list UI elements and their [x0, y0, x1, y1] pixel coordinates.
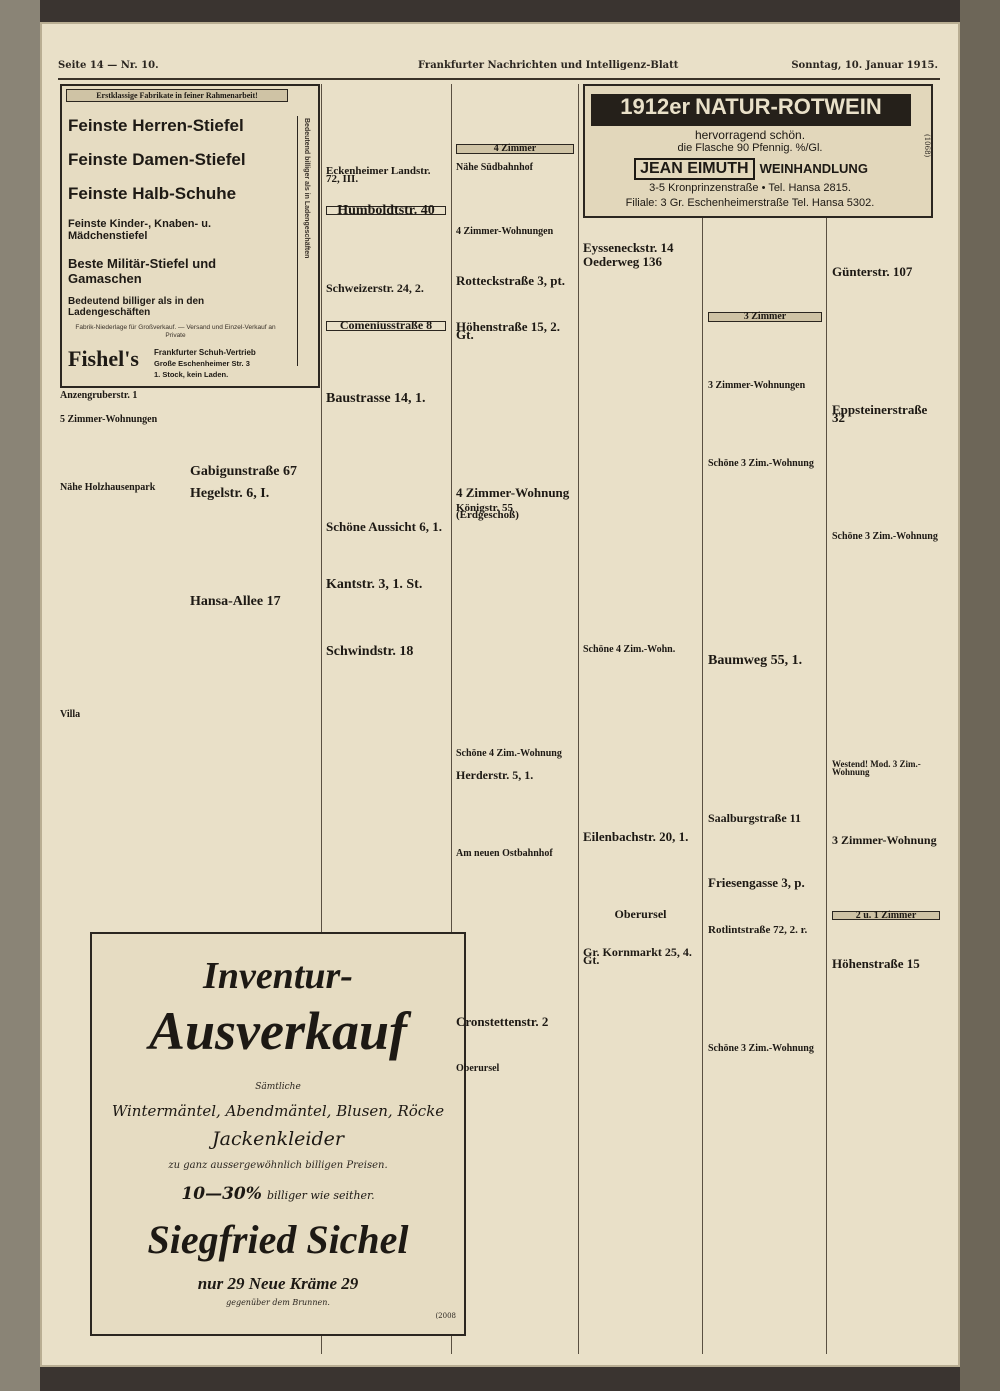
inventur-line7: 10—30% [181, 1184, 262, 1204]
wine-ad-branch: Filiale: 3 Gr. Eschenheimerstraße Tel. Hansa 5302. [625, 197, 875, 209]
listing-heading: Günterstr. 107 [832, 264, 913, 279]
shoe-advertisement [60, 84, 320, 388]
listing-heading: Höhenstraße 15 [832, 956, 920, 972]
shoe-ad-top: Erstklassige Fabrikate in feiner Rahmenarbeit! [66, 89, 288, 102]
listing-heading: Schöne 3 Zim.-Wohnung [708, 457, 814, 469]
listing-heading: Schöne 4 Zim.-Wohn. [583, 643, 676, 655]
column-divider [702, 84, 703, 1354]
listing-heading: Oberursel [614, 907, 667, 922]
inventur-line3: Sämtliche [255, 1082, 301, 1092]
listing-heading: Schöne Aussicht 6, 1. [326, 518, 442, 534]
wine-ad-merchant-row [591, 158, 911, 180]
listing-heading: 4 Zimmer-Wohnungen [456, 225, 554, 237]
listing-heading: Cronstettenstr. 2 [456, 1013, 549, 1029]
listing-heading: Schweizerstr. 24, 2. [326, 281, 424, 296]
shoe-ad-brand: Fishel's [68, 346, 139, 371]
listing-heading: Rotlintstraße 72, 2. r. [708, 923, 808, 936]
listing-heading: Friesengasse 3, p. [708, 874, 805, 890]
shoe-ad-item: Feinste Herren-Stiefel [68, 116, 244, 135]
wine-ad-code: (1068) [923, 134, 931, 158]
classified-column-2 [326, 84, 446, 924]
column-divider [826, 84, 827, 1354]
inventur-line7b: billiger wie seither. [266, 1189, 375, 1202]
listing-heading: Am neuen Ostbahnhof [456, 847, 553, 859]
classified-column-4 [583, 220, 698, 1354]
shoe-ad-item: Feinste Kinder-, Knaben- u. Mädchenstiefel [68, 218, 212, 242]
listing-heading: Schöne 3 Zim.-Wohnung [708, 1042, 814, 1054]
listing-heading: 4 Zimmer-Wohnung [456, 484, 570, 500]
wine-ad-merchant-sub: WEINHANDLUNG [759, 161, 868, 176]
listing-heading: Humboldtstr. 40 [326, 206, 446, 216]
inventur-line2: Ausverkauf [148, 1001, 408, 1061]
wine-ad-title-bar [591, 94, 911, 126]
column-divider [578, 84, 579, 1354]
wine-ad-sub1: hervorragend schön. [694, 128, 806, 142]
inventur-line5: Jackenkleider [212, 1128, 344, 1150]
inventur-line6: zu ganz aussergewöhnlich billigen Preisen. [168, 1160, 388, 1171]
listing-heading: Eckenheimer Landstr. 72, III. [326, 165, 431, 185]
listing-heading: Schöne 4 Zim.-Wohnung [456, 748, 562, 760]
inventur-advertisement [90, 932, 466, 1336]
wine-ad-address: 3-5 Kronprinzenstraße • Tel. Hansa 2815. [649, 182, 851, 194]
book-binding-right [960, 0, 1000, 1391]
listing-heading: Gr. Kornmarkt 25, 4. Gt. [583, 944, 692, 967]
classified-column-1a: Anzengruberstr. 1 5 Zimmer-Wohnungen Nähe Holzhausenpark Villa [60, 390, 158, 721]
shoe-ad-item: Beste Militär-Stiefel und Gamaschen [68, 256, 217, 286]
shoe-ad-side-text: Bedeutend billiger als in Ladengeschäften [303, 118, 310, 259]
listing-heading: 3 Zimmer [708, 312, 822, 322]
inventur-line4: Wintermäntel, Abendmäntel, Blusen, Röcke [111, 1102, 445, 1120]
listing-heading: Höhenstraße 15, 2. Gt. [456, 319, 560, 342]
listing-heading: Comeniusstraße 8 [326, 321, 446, 331]
wine-ad-sub2: die Flasche 90 Pfennig. %/Gl. [677, 142, 823, 154]
listing-heading: Oederweg 136 [583, 253, 663, 269]
shoe-ad-item: Feinste Halb-Schuhe [68, 184, 237, 203]
wine-advertisement [583, 84, 933, 218]
listing-heading: Hegelstr. 6, I. [190, 485, 270, 501]
listing-heading: Rotteckstraße 3, pt. [456, 273, 566, 289]
classified-column-6 [832, 220, 940, 1354]
listing-heading: Nähe Südbahnhof [456, 161, 533, 173]
wine-ad-title: NATUR-ROTWEIN [695, 94, 882, 119]
header-rule [58, 78, 940, 80]
header-date: Sonntag, 10. Januar 1915. [791, 60, 938, 71]
listing-heading: 4 Zimmer [456, 144, 574, 154]
header-page-number: Seite 14 — Nr. 10. [58, 60, 159, 71]
inventur-code: (2008 [435, 1312, 456, 1320]
listing-heading: Baustrasse 14, 1. [326, 390, 426, 406]
book-binding-left [0, 0, 40, 1391]
listing-heading: Saalburgstraße 11 [708, 811, 802, 826]
inventur-opposite: gegenüber dem Brunnen. [226, 1298, 330, 1307]
listing-heading: 3 Zimmer-Wohnungen [708, 379, 806, 391]
listing-heading: Kantstr. 3, 1. St. [326, 576, 423, 592]
page-header [58, 60, 938, 76]
inventur-line1: Inventur- [203, 955, 353, 997]
classified-column-5 [708, 220, 822, 1354]
listing-heading: 2 u. 1 Zimmer [832, 911, 940, 921]
listing-heading: Herderstr. 5, 1. [456, 767, 534, 782]
inventur-street: nur 29 Neue Kräme 29 [197, 1274, 359, 1293]
listing-heading: Oberursel [456, 1063, 500, 1075]
listing-heading: Eilenbachstr. 20, 1. [583, 829, 689, 845]
shoe-ad-address: Große Eschenheimer Str. 3 [154, 359, 250, 368]
listing-heading: Baumweg 55, 1. [708, 653, 803, 669]
listing-heading: Schwindstr. 18 [326, 644, 414, 660]
shoe-ad-item: Feinste Damen-Stiefel [68, 150, 246, 169]
shoe-ad-brand-sub: Frankfurter Schuh-Vertrieb [154, 348, 256, 357]
classified-column-1b [190, 388, 318, 918]
listing-heading: Eysseneckstr. 14 [583, 240, 674, 255]
listing-heading: Schöne 3 Zim.-Wohnung [832, 531, 938, 543]
shoe-ad-note: Fabrik-Niederlage für Großverkauf. — Versand und Einzel-Verkauf an Private [75, 324, 276, 339]
inventur-discount-row [92, 1184, 464, 1204]
listing-heading: Königstr. 55 (Erdgeschoß) [456, 501, 519, 522]
header-paper-title: Frankfurter Nachrichten und Intelligenz-Blatt [418, 60, 679, 71]
listing-heading: Hansa-Allee 17 [190, 593, 281, 609]
listing-heading: Eppsteinerstraße 32 [832, 401, 928, 425]
listing-heading: 3 Zimmer-Wohnung [832, 832, 937, 847]
shoe-ad-cheaper: Bedeutend billiger als in den Ladengeschäften [68, 296, 205, 318]
wine-ad-year: 1912er [620, 94, 691, 119]
listing-heading: Westend! Mod. 3 Zim.-Wohnung [832, 759, 921, 777]
classified-column-3 [456, 84, 574, 1354]
wine-ad-merchant: JEAN EIMUTH [634, 158, 754, 180]
newspaper-page [40, 22, 960, 1367]
shoe-ad-floor: 1. Stock, kein Laden. [154, 370, 229, 379]
inventur-merchant-name: Siegfried Sichel [147, 1217, 409, 1262]
listing-heading: Gabigunstraße 67 [190, 464, 297, 479]
